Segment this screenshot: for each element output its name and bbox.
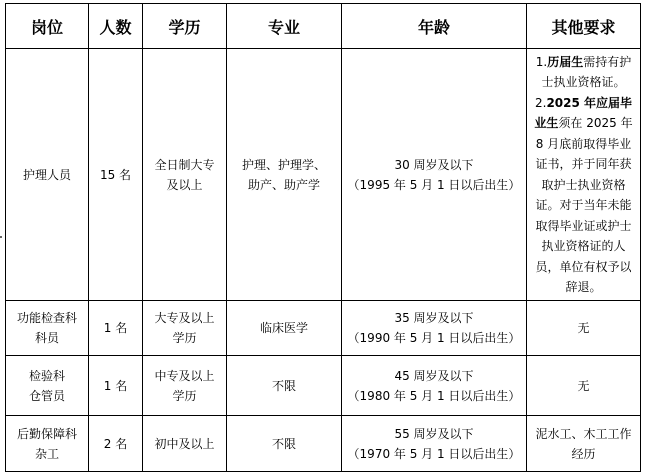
table-row bbox=[6, 356, 641, 416]
birth-date-limit: （1980 年 5 月 1 日以后出生） bbox=[347, 388, 521, 403]
table-row bbox=[6, 416, 641, 472]
age-limit: 30 周岁及以下 bbox=[394, 157, 474, 172]
count-cell: 2 名 bbox=[89, 416, 143, 472]
table-row bbox=[6, 301, 641, 356]
table-row bbox=[6, 49, 641, 301]
age-limit: 55 周岁及以下 bbox=[394, 426, 474, 441]
age-limit: 45 周岁及以下 bbox=[394, 368, 474, 383]
requirements-cell: 泥水工、木工工作 经历 bbox=[527, 416, 641, 472]
position-cell: 检验科 仓管员 bbox=[6, 356, 89, 416]
header-position: 岗位 bbox=[6, 4, 89, 49]
major-cell: 护理、护理学、 助产、助产学 bbox=[227, 49, 342, 301]
count-cell: 15 名 bbox=[89, 49, 143, 301]
birth-date-limit: （1990 年 5 月 1 日以后出生） bbox=[347, 331, 521, 345]
recruitment-table bbox=[5, 3, 641, 472]
major-cell: 不限 bbox=[227, 416, 342, 472]
position-cell: 护理人员 bbox=[6, 49, 89, 301]
header-age: 年龄 bbox=[342, 4, 527, 49]
header-row bbox=[6, 4, 641, 49]
birth-date-limit: （1970 年 5 月 1 日以后出生） bbox=[347, 446, 521, 461]
education-cell: 全日制大专 及以上 bbox=[143, 49, 227, 301]
requirement-item-2: 2.2025 年应届毕业生须在 2025 年 8 月底前取得毕业证书，并于同年获取护士执业资格证。对于当年未能取得毕业证或护士执业资格证的人员，单位有权予以辞退。 bbox=[534, 95, 633, 294]
header-count: 人数 bbox=[89, 4, 143, 49]
edge-mark bbox=[0, 236, 2, 238]
age-cell bbox=[342, 49, 527, 301]
major-cell: 临床医学 bbox=[227, 301, 342, 356]
count-cell: 1 名 bbox=[89, 301, 143, 356]
requirements-cell bbox=[527, 49, 641, 301]
education-cell: 中专及以上 学历 bbox=[143, 356, 227, 416]
header-major: 专业 bbox=[227, 4, 342, 49]
education-cell: 初中及以上 bbox=[143, 416, 227, 472]
position-cell: 功能检查科 科员 bbox=[6, 301, 89, 356]
count-cell: 1 名 bbox=[89, 356, 143, 416]
header-education: 学历 bbox=[143, 4, 227, 49]
header-requirements: 其他要求 bbox=[527, 4, 641, 49]
requirements-cell: 无 bbox=[527, 356, 641, 416]
age-cell bbox=[342, 416, 527, 472]
requirement-item-1: 1.历届生需持有护士执业资格证。 bbox=[535, 54, 632, 89]
position-cell: 后勤保障科 杂工 bbox=[6, 416, 89, 472]
major-cell: 不限 bbox=[227, 356, 342, 416]
birth-date-limit: （1995 年 5 月 1 日以后出生） bbox=[347, 177, 521, 192]
requirements-cell: 无 bbox=[527, 301, 641, 356]
age-cell bbox=[342, 301, 527, 356]
education-cell: 大专及以上 学历 bbox=[143, 301, 227, 356]
age-cell bbox=[342, 356, 527, 416]
age-limit: 35 周岁及以下 bbox=[394, 311, 474, 325]
